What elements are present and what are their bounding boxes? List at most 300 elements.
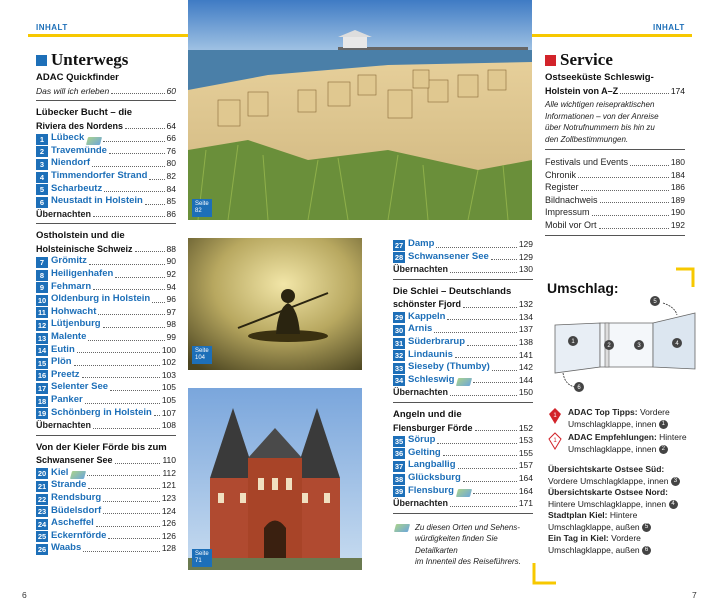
toc-row[interactable]: Übernachten 130: [393, 264, 533, 275]
top-tipp-icon: [548, 407, 562, 425]
divider: [36, 100, 176, 101]
dot-leader: [87, 475, 160, 476]
corner-mark: [532, 563, 556, 587]
dot-leader: [96, 526, 160, 527]
entry-page: 137: [518, 324, 533, 335]
entry-label: Sieseby (Thumby): [408, 361, 490, 373]
holstentor-image: [188, 388, 362, 570]
canoe-image: [188, 238, 362, 370]
entry-page: 142: [518, 362, 533, 373]
page-number-right: 7: [692, 590, 697, 600]
toc-column-3: [545, 72, 685, 242]
entry-label: Kiel: [51, 466, 69, 478]
dot-leader: [154, 415, 160, 416]
entry-label: Süderbrarup: [408, 336, 466, 348]
dot-leader: [98, 314, 164, 315]
toc-entry[interactable]: [36, 306, 176, 319]
dot-leader: [463, 481, 517, 482]
dot-leader: [104, 191, 164, 192]
toc-entry[interactable]: [36, 369, 176, 382]
dot-leader: [447, 319, 516, 320]
toc-list: [393, 434, 533, 497]
header-line-right: [532, 34, 692, 37]
toc-entry[interactable]: [36, 517, 176, 530]
toc-list: [36, 132, 176, 208]
dot-leader: [578, 177, 669, 178]
page-tag: Seite 104: [192, 346, 212, 364]
entry-page: 157: [518, 460, 533, 471]
entry-number-badge: 29: [394, 313, 404, 323]
entry-label: Timmendorfer Strand: [51, 169, 148, 181]
entry-number-badge: 21: [37, 482, 47, 492]
entry-page: 186: [670, 182, 685, 193]
entry-number-badge: 20: [37, 469, 47, 479]
toc-entry[interactable]: [36, 331, 176, 344]
entry-label: Rendsburg: [51, 492, 102, 504]
toc-entry[interactable]: [545, 169, 685, 182]
entry-page: 121: [161, 480, 176, 491]
entry-page: 180: [670, 157, 685, 168]
entry-page: 66: [166, 133, 176, 144]
dot-leader: [492, 370, 517, 371]
entry-label: Sörup: [408, 434, 436, 446]
map-icon: [86, 137, 102, 145]
toc-entry[interactable]: [545, 219, 685, 232]
toc-entry[interactable]: [393, 323, 533, 336]
toc-entry[interactable]: [36, 505, 176, 518]
entry-number-badge: 22: [37, 494, 47, 504]
entry-page: 126: [161, 530, 176, 541]
dot-leader: [473, 382, 516, 383]
entry-number-badge: 10: [37, 295, 47, 305]
toc-entry[interactable]: [545, 156, 685, 169]
entry-page: 99: [166, 332, 176, 342]
entry-number-badge: 5: [36, 184, 48, 195]
entry-page: 123: [161, 493, 176, 504]
dot-leader: [473, 493, 517, 494]
entry-page: 94: [166, 281, 176, 292]
entry-label: Kappeln: [408, 310, 446, 322]
dot-leader: [592, 215, 669, 216]
entry-number-badge: 39: [394, 487, 404, 497]
entry-page: 129: [518, 239, 533, 249]
map-note: Zu diesen Orten und Sehens- würdigkeiten finden Sie Detailkarten im Innenteil des Reiseführers.: [393, 522, 533, 568]
toc-entry[interactable]: [393, 447, 533, 460]
entry-page: 164: [518, 485, 533, 496]
entry-number-badge: 26: [37, 545, 47, 554]
section-title-service: Service: [545, 50, 613, 70]
legend-top-tipps: 1 ADAC Top Tipps: Vordere Umschlagklappe, innen 1: [548, 407, 708, 430]
entry-number-badge: 15: [37, 358, 47, 368]
toc-entry[interactable]: [36, 183, 176, 196]
map-icon: [70, 471, 86, 479]
entry-page: 100: [161, 344, 176, 355]
header-line-left: [28, 34, 188, 37]
dot-leader: [630, 165, 669, 166]
dot-leader: [581, 190, 669, 191]
entry-number-badge: 33: [394, 363, 404, 373]
dot-leader: [103, 141, 164, 142]
dot-leader: [437, 443, 516, 444]
toc-entry[interactable]: [36, 318, 176, 331]
entry-number-badge: 2: [36, 146, 48, 157]
toc-row[interactable]: Riviera des Nordens 64: [36, 120, 176, 131]
entry-number-badge: 23: [37, 507, 47, 517]
entry-number-badge: 25: [37, 532, 47, 542]
photo-canoe: [188, 238, 362, 370]
entry-number-badge: 6: [36, 197, 48, 208]
toc-entry[interactable]: [36, 394, 176, 407]
entry-page: 102: [161, 357, 176, 368]
toc-list: [545, 156, 685, 232]
toc-row[interactable]: Holsteinische Schweiz 88: [36, 243, 176, 254]
block-title: Ostholstein und die: [36, 230, 125, 242]
toc-row[interactable]: Übernachten 171: [393, 498, 533, 509]
entry-page: 105: [161, 394, 176, 405]
entry-label: Plön: [51, 356, 72, 368]
entry-label: Festivals und Events: [545, 157, 629, 168]
toc-row[interactable]: Übernachten 86: [36, 208, 176, 219]
dot-leader: [491, 259, 517, 260]
dot-leader: [434, 332, 517, 333]
toc-entry[interactable]: [36, 530, 176, 543]
entry-page: 128: [161, 543, 176, 554]
toc-entry[interactable]: [36, 255, 176, 268]
entry-label: Scharbeutz: [51, 182, 103, 194]
divider: [393, 513, 533, 514]
toc-list: [393, 238, 533, 263]
entry-page: 84: [166, 183, 176, 194]
entry-number-badge: 37: [394, 461, 404, 471]
dot-leader: [467, 345, 517, 346]
entry-label: Glücksburg: [408, 471, 461, 483]
divider: [393, 279, 533, 280]
dot-leader: [85, 403, 160, 404]
entry-number-badge: 8: [36, 270, 48, 281]
svg-text:6: 6: [577, 385, 581, 391]
entry-page: 141: [518, 349, 533, 360]
dot-leader: [600, 202, 669, 203]
toc-entry[interactable]: [36, 268, 176, 281]
dot-leader: [443, 455, 517, 456]
toc-entry[interactable]: [545, 181, 685, 194]
legend-ostsee-nord: Übersichtskarte Ostsee Nord: Hintere Umschlagklappe, innen 4: [548, 487, 708, 510]
entry-number-badge: 35: [394, 436, 404, 446]
header-left: INHALT: [36, 23, 68, 32]
entry-label: Eutin: [51, 343, 75, 355]
entry-page: 85: [166, 196, 176, 207]
entry-number-badge: 7: [36, 257, 48, 268]
section-square-icon: [545, 55, 556, 66]
entry-page: 98: [166, 319, 176, 330]
umschlag-title: Umschlag:: [547, 280, 619, 296]
toc-entry[interactable]: [36, 293, 176, 306]
entry-page: 155: [518, 447, 533, 458]
entry-label: Flensburg: [408, 484, 454, 496]
toc-row[interactable]: schönster Fjord 132: [393, 299, 533, 310]
entry-label: Bildnachweis: [545, 194, 598, 205]
entry-page: 192: [670, 220, 685, 231]
entry-page: 76: [166, 145, 176, 156]
entry-label: Strande: [51, 479, 87, 491]
toc-entry[interactable]: [545, 194, 685, 207]
entry-number-badge: 32: [394, 351, 404, 361]
svg-text:4: 4: [675, 341, 679, 347]
entry-number-badge: 13: [37, 333, 47, 343]
toc-entry[interactable]: [393, 238, 533, 251]
dot-leader: [145, 204, 165, 205]
legend-empfehlungen: 1 ADAC Empfehlungen: Hintere Umschlagklappe, innen 2: [548, 432, 708, 455]
toc-row[interactable]: Übernachten 150: [393, 387, 533, 398]
page-tag: Seite 82: [192, 199, 212, 217]
entry-page: 112: [162, 467, 176, 478]
toc-entry[interactable]: [36, 407, 176, 420]
corner-mark: [676, 267, 696, 287]
entry-label: Chronik: [545, 169, 577, 180]
entry-number-badge: 38: [394, 474, 404, 484]
entry-label: Register: [545, 182, 579, 193]
dot-leader: [103, 501, 160, 502]
entry-label: Schwansener See: [408, 250, 489, 262]
entry-label: Schönberg in Holstein: [51, 406, 152, 418]
entry-page: 184: [670, 169, 685, 180]
divider: [545, 149, 685, 150]
page-tag: Seite 71: [192, 549, 212, 567]
entry-label: Damp: [408, 238, 435, 249]
divider: [545, 235, 685, 236]
toc-row[interactable]: Übernachten 108: [36, 420, 176, 431]
toc-entry[interactable]: [393, 361, 533, 374]
entry-label: Lütjenburg: [51, 318, 101, 330]
dot-leader: [88, 488, 159, 489]
cover-diagram: [545, 295, 705, 395]
entry-page: 105: [161, 382, 176, 393]
legend-stadtplan-kiel: Stadtplan Kiel: Hintere Umschlagklappe, außen 5: [548, 510, 708, 533]
entry-label: Grömitz: [51, 255, 87, 267]
toc-row[interactable]: Schwansener See 110: [36, 455, 176, 466]
toc-entry[interactable]: [36, 132, 176, 145]
entry-label: Mobil vor Ort: [545, 220, 597, 231]
entry-label: Hohwacht: [51, 305, 97, 317]
entry-page: 97: [166, 306, 176, 317]
block-title: Von der Kieler Förde bis zum: [36, 441, 167, 453]
dot-leader: [103, 513, 160, 514]
entry-page: 90: [166, 256, 176, 267]
entry-number-badge: 24: [37, 519, 47, 529]
svg-text:5: 5: [653, 299, 657, 305]
entry-page: 190: [670, 207, 685, 218]
svg-text:3: 3: [637, 343, 641, 349]
entry-number-badge: 3: [36, 159, 48, 170]
toc-entry[interactable]: [36, 492, 176, 505]
map-icon: [394, 524, 410, 532]
cover-legend: [548, 407, 708, 556]
legend-tag-in-kiel: Ein Tag in Kiel: Vordere Umschlagklappe, außen 6: [548, 533, 708, 556]
dot-leader: [455, 357, 517, 358]
dot-leader: [74, 365, 160, 366]
entry-label: Büdelsdorf: [51, 504, 102, 516]
entry-label: Gelting: [408, 446, 441, 458]
dot-leader: [149, 179, 164, 180]
toc-list: [36, 255, 176, 419]
divider: [36, 223, 176, 224]
block-title: Lübecker Bucht – die: [36, 107, 133, 119]
toc-entry[interactable]: [36, 381, 176, 394]
entry-label: Panker: [51, 393, 83, 405]
entry-label: Waabs: [51, 542, 82, 554]
dot-leader: [115, 277, 164, 278]
entry-page: 80: [166, 158, 176, 169]
dot-leader: [93, 289, 164, 290]
dot-leader: [92, 166, 164, 167]
entry-number-badge: 12: [37, 321, 47, 330]
service-description: Alle wichtigen reisepraktischen Informationen – von der Anreise über Notrufnummern bis hin zu den Zollbestimmungen.: [545, 100, 659, 144]
divider: [36, 435, 176, 436]
map-icon: [456, 378, 472, 386]
entry-page: 107: [161, 407, 176, 418]
dot-leader: [458, 468, 517, 469]
entry-page: 164: [518, 472, 533, 483]
toc-entry[interactable]: [393, 251, 533, 264]
toc-row[interactable]: Flensburger Förde 152: [393, 422, 533, 433]
entry-number-badge: 14: [37, 346, 47, 356]
entry-number-badge: 30: [394, 326, 404, 336]
toc-entry[interactable]: [36, 344, 176, 357]
dot-leader: [88, 340, 164, 341]
entry-number-badge: 27: [394, 240, 404, 250]
entry-label: Arnis: [408, 323, 433, 335]
toc-entry[interactable]: [545, 206, 685, 219]
entry-number-badge: 34: [394, 376, 404, 386]
toc-entry[interactable]: [36, 170, 176, 183]
beach-chairs-image: [188, 0, 532, 220]
toc-entry[interactable]: [393, 472, 533, 485]
dot-leader: [152, 302, 164, 303]
entry-number-badge: 31: [394, 338, 404, 348]
entry-label: Eckernförde: [51, 529, 107, 541]
entry-label: Ascheffel: [51, 517, 94, 529]
toc-entry[interactable]: [36, 467, 176, 480]
toc-list: [36, 467, 176, 555]
block-title: Ostseeküste Schleswig-: [545, 72, 654, 83]
entry-page: 103: [161, 369, 176, 380]
svg-text:1: 1: [571, 339, 575, 345]
header-right: INHALT: [653, 23, 685, 32]
entry-number-badge: 4: [36, 172, 48, 183]
toc-entry[interactable]: [36, 195, 176, 208]
entry-label: Schleswig: [408, 373, 455, 385]
section-title-unterwegs: Unterwegs: [36, 50, 128, 70]
toc-entry[interactable]: [36, 157, 176, 170]
toc-list: [393, 311, 533, 387]
entry-label: Impressum: [545, 207, 590, 218]
toc-entry[interactable]: [36, 542, 176, 555]
svg-text:1: 1: [553, 413, 557, 419]
dot-leader: [599, 228, 669, 229]
toc-entry[interactable]: [393, 311, 533, 324]
entry-page: 144: [518, 374, 533, 385]
entry-page: 134: [518, 311, 533, 322]
entry-page: 126: [161, 518, 176, 529]
toc-entry[interactable]: [393, 336, 533, 349]
toc-entry[interactable]: [36, 356, 176, 369]
entry-number-badge: 9: [36, 282, 48, 293]
toc-entry[interactable]: [393, 349, 533, 362]
entry-number-badge: 19: [37, 409, 47, 419]
block-title: ADAC Quickfinder: [36, 72, 119, 83]
entry-number-badge: 17: [37, 383, 47, 393]
toc-entry[interactable]: [393, 459, 533, 472]
photo-beach-chairs: [188, 0, 532, 220]
page-number-left: 6: [22, 590, 27, 600]
empfehlung-icon: [548, 432, 562, 450]
svg-text:1: 1: [553, 438, 557, 444]
entry-number-badge: 28: [394, 253, 404, 263]
entry-number-badge: 36: [394, 449, 404, 459]
entry-number-badge: 16: [37, 371, 47, 381]
entry-label: Niendorf: [51, 157, 91, 169]
entry-number-badge: 11: [36, 307, 48, 318]
entry-label: Oldenburg in Holstein: [51, 293, 151, 305]
entry-page: 138: [518, 337, 533, 348]
entry-label: Preetz: [51, 368, 80, 380]
toc-row[interactable]: Holstein von A–Z 174: [545, 85, 685, 96]
legend-ostsee-sued: Übersichtskarte Ostsee Süd: Vordere Umschlagklappe, innen 3: [548, 464, 708, 487]
toc-entry[interactable]: [393, 485, 533, 498]
entry-label: Lindaunis: [408, 348, 453, 360]
entry-page: 92: [166, 269, 176, 280]
entry-page: 129: [518, 251, 533, 262]
toc-entry[interactable]: [393, 374, 533, 387]
toc-entry[interactable]: [36, 479, 176, 492]
dot-leader: [103, 327, 165, 328]
section-square-icon: [36, 55, 47, 66]
block-title: Angeln und die: [393, 409, 462, 421]
dot-leader: [110, 390, 160, 391]
toc-entry[interactable]: [36, 281, 176, 294]
entry-page: 82: [166, 170, 176, 181]
entry-label: Fehmarn: [51, 280, 92, 292]
entry-number-badge: 1: [36, 134, 48, 145]
entry-label: Travemünde: [51, 144, 107, 156]
dot-leader: [82, 377, 160, 378]
block-title: Die Schlei – Deutschlands: [393, 285, 512, 297]
photo-holstentor: [188, 388, 362, 570]
toc-entry[interactable]: [36, 145, 176, 158]
dot-leader: [109, 153, 165, 154]
toc-column-2: [393, 238, 533, 568]
toc-column-1: [36, 72, 176, 555]
dot-leader: [436, 247, 516, 248]
entry-page: 124: [161, 505, 176, 516]
divider: [393, 402, 533, 403]
entry-page: 189: [670, 194, 685, 205]
svg-text:2: 2: [607, 343, 611, 349]
dot-leader: [77, 352, 160, 353]
toc-row[interactable]: Das will ich erleben 60: [36, 85, 176, 96]
entry-page: 153: [518, 435, 533, 446]
dot-leader: [89, 264, 165, 265]
entry-number-badge: 18: [37, 396, 47, 406]
entry-label: Malente: [51, 331, 87, 342]
dot-leader: [83, 551, 160, 552]
toc-entry[interactable]: [393, 434, 533, 447]
entry-label: Lübeck: [51, 132, 85, 144]
map-icon: [456, 489, 472, 497]
entry-label: Langballig: [408, 459, 456, 471]
dot-leader: [108, 538, 159, 539]
entry-page: 96: [166, 294, 176, 305]
